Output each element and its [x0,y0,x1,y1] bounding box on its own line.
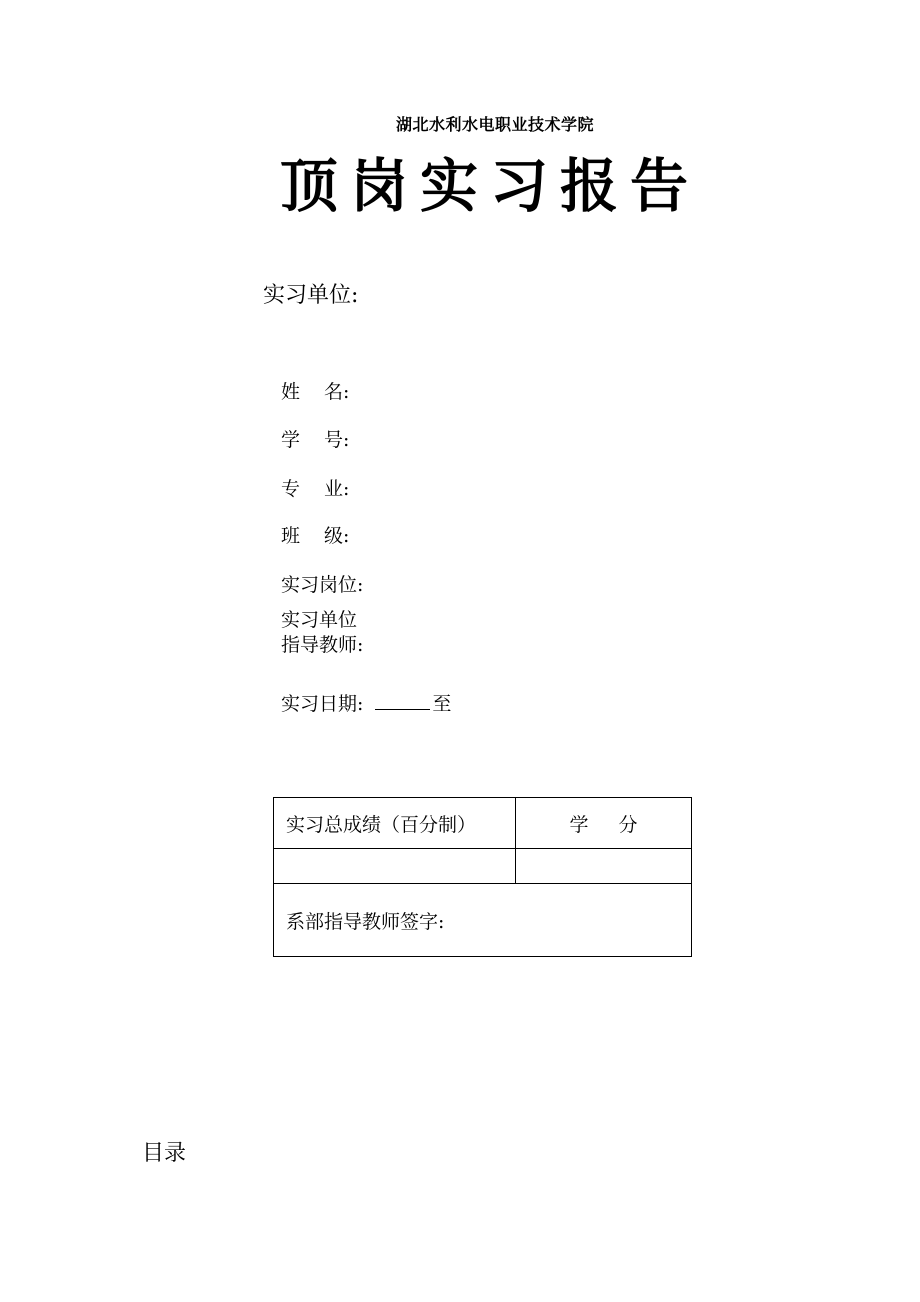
position-field-label: 实习岗位: [281,574,364,596]
student-id-field-label: 学 号: [281,429,350,451]
toc-heading: 目录 [142,1141,187,1166]
total-score-cell [274,849,516,884]
class-field-label: 班 级: [281,525,350,547]
name-field-label: 姓 名: [281,381,350,403]
intern-unit-label: 实习单位: [263,283,359,308]
report-title: 顶岗实习报告 [279,152,700,220]
school-name: 湖北水利水电职业技术学院 [395,115,594,134]
date-row [281,689,451,716]
date-blank-line [375,691,430,710]
supervisor-label-line1: 实习单位 [281,609,358,631]
major-field-label: 专 业: [281,478,350,500]
total-score-header: 实习总成绩（百分制） [274,798,516,849]
signature-cell: 系部指导教师签字: [274,884,692,957]
credit-header: 学 分 [516,798,692,849]
date-label: 实习日期: [281,693,364,715]
credit-cell [516,849,692,884]
grade-table [273,797,692,957]
date-to-label: 至 [432,693,452,715]
supervisor-label-line2: 指导教师: [281,634,364,656]
